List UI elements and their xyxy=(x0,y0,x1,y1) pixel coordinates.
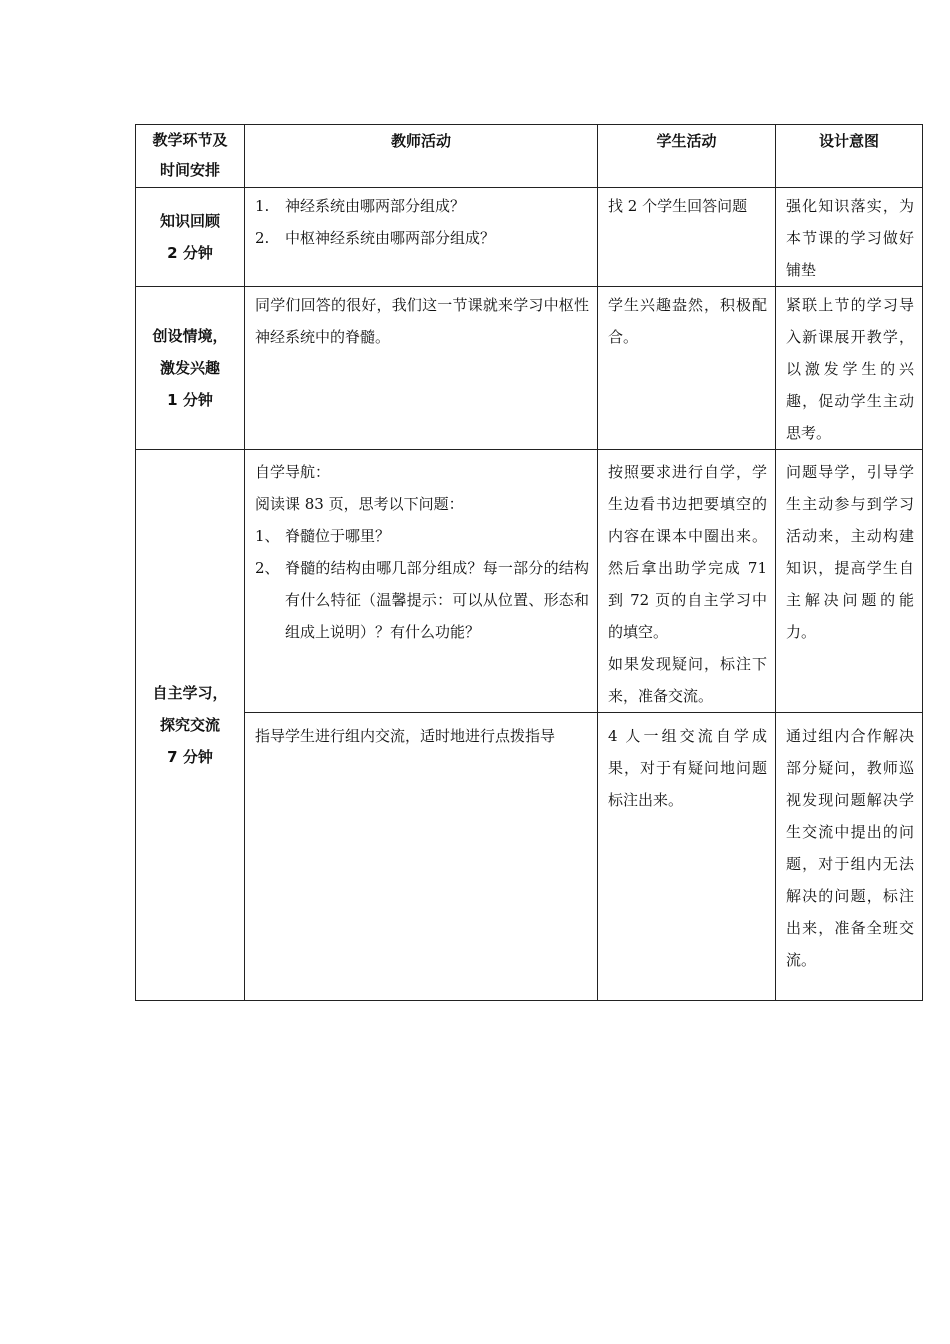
student-activity-para2: 如果发现疑问，标注下来，准备交流。 xyxy=(608,655,767,705)
list-text: 脊髓位于哪里？ xyxy=(285,527,391,545)
student-situation: 学生兴趣盎然，积极配合。 xyxy=(598,287,776,450)
row-selfstudy-part2 xyxy=(136,713,923,1001)
stage-selfstudy-title2: 探究交流 xyxy=(159,716,220,734)
intent-situation: 紧联上节的学习导入新课展开教学，以激发学生的兴趣，促动学生主动思考。 xyxy=(776,287,923,450)
teacher-selfstudy-1 xyxy=(245,450,598,713)
intent-selfstudy-1: 问题导学，引导学生主动参与到学习活动来，主动构建知识，提高学生自主解决问题的能力。 xyxy=(776,450,923,713)
header-stage-line1: 教学环节及 xyxy=(152,131,228,149)
list-text: 脊髓的结构由哪几部分组成？每一部分的结构有什么特征（温馨提示：可以从位置、形态和组成上说明）？有什么功能？ xyxy=(285,559,589,641)
stage-situation-title1: 创设情境， xyxy=(152,327,228,345)
list-item xyxy=(255,222,589,254)
list-number: 2、 xyxy=(255,559,280,577)
student-review: 找 2 个学生回答问题 xyxy=(598,188,776,287)
row-review xyxy=(136,188,923,287)
list-number: 1. xyxy=(255,197,270,215)
stage-situation-time: 1 分钟 xyxy=(167,391,213,409)
stage-selfstudy xyxy=(136,450,245,1001)
intent-selfstudy-2: 通过组内合作解决部分疑问，教师巡视发现问题解决学生交流中提出的问题，对于组内无法解决的问题，标注出来，准备全班交流。 xyxy=(776,713,923,1001)
list-item xyxy=(255,552,589,648)
stage-review-time: 2 分钟 xyxy=(167,244,213,262)
list-text: 神经系统由哪两部分组成？ xyxy=(285,197,466,215)
stage-review xyxy=(136,188,245,287)
lesson-plan-table xyxy=(135,124,923,1001)
self-study-heading: 自学导航： xyxy=(255,463,331,481)
list-number: 1、 xyxy=(255,527,280,545)
header-stage-line2: 时间安排 xyxy=(159,161,220,179)
header-row xyxy=(136,125,923,188)
student-activity-para1: 按照要求进行自学，学生边看书边把要填空的内容在课本中圈出来。然后拿出助学完成 71 到 72 页的自主学习中的填空。 xyxy=(608,463,767,641)
header-student: 学生活动 xyxy=(598,125,776,188)
stage-situation-title2: 激发兴趣 xyxy=(159,359,220,377)
teacher-situation: 同学们回答的很好，我们这一节课就来学习中枢性神经系统中的脊髓。 xyxy=(245,287,598,450)
header-intent: 设计意图 xyxy=(776,125,923,188)
teacher-review xyxy=(245,188,598,287)
stage-selfstudy-title1: 自主学习， xyxy=(152,684,228,702)
student-selfstudy-1 xyxy=(598,450,776,713)
list-item xyxy=(255,190,589,222)
stage-selfstudy-time: 7 分钟 xyxy=(167,748,213,766)
reading-instruction: 阅读课 83 页，思考以下问题： xyxy=(255,495,464,513)
student-selfstudy-2: 4 人一组交流自学成果，对于有疑问地问题标注出来。 xyxy=(598,713,776,1001)
stage-situation xyxy=(136,287,245,450)
header-stage xyxy=(136,125,245,188)
row-selfstudy-part1 xyxy=(136,450,923,713)
teacher-selfstudy-2: 指导学生进行组内交流，适时地进行点拨指导 xyxy=(245,713,598,1001)
list-text: 中枢神经系统由哪两部分组成？ xyxy=(285,229,496,247)
header-teacher: 教师活动 xyxy=(245,125,598,188)
row-situation xyxy=(136,287,923,450)
list-number: 2. xyxy=(255,229,270,247)
intent-review: 强化知识落实，为本节课的学习做好铺垫 xyxy=(776,188,923,287)
list-item xyxy=(255,520,589,552)
stage-review-title: 知识回顾 xyxy=(159,212,220,230)
